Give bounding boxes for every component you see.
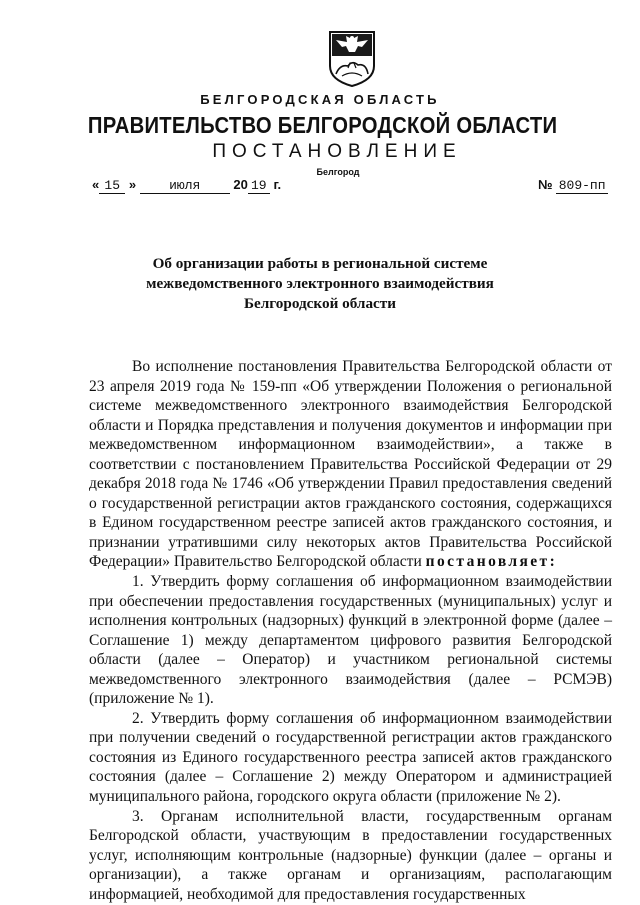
date-year-prefix: 20 — [233, 177, 248, 192]
title-line: Об организации работы в региональной системе — [152, 255, 488, 272]
date-day: 15 — [99, 178, 125, 194]
number-prefix: № — [538, 177, 553, 192]
government-name: ПРАВИТЕЛЬСТВО БЕЛГОРОДСКОЙ ОБЛАСТИ — [87, 112, 558, 138]
document-date — [92, 177, 281, 194]
number-value: 809-пп — [556, 178, 608, 194]
region-name: БЕЛГОРОДСКАЯ ОБЛАСТЬ — [200, 92, 440, 107]
document-type: ПОСТАНОВЛЕНИЕ — [212, 141, 462, 162]
document-body — [89, 357, 612, 904]
date-month: июля — [140, 178, 230, 194]
item-paragraph: 2. Утвердить форму соглашения об информационном взаимодействии при получении сведений о государственной регистрации актов гражданского состояния из Единого государственного реестра записей актов гражданского состояния (далее – Соглашение 2) между Оператором и администрацией муниципального района, городского округа области (приложение № 2). — [89, 709, 612, 806]
city-name: Белгород — [316, 167, 360, 177]
date-year-suffix: 19 — [248, 178, 270, 194]
title-line: межведомственного электронного взаимодействия — [146, 275, 494, 292]
preamble-paragraph — [89, 357, 612, 572]
document-number — [538, 177, 608, 194]
document-title — [100, 254, 540, 314]
item-paragraph: 1. Утвердить форму соглашения об информационном взаимодействии при обеспечении предоставления государственных (муниципальных) услуг и исполнения контрольных (надзорных) функций в электронной форме (далее – Соглашение 1) между департаментом цифрового развития Белгородской области (далее – Оператор) и участником региональной системы межведомственного электронного взаимодействия (далее – РСМЭВ) (приложение № 1). — [89, 573, 612, 708]
date-close-quote: » — [128, 177, 137, 192]
item-paragraph: 3. Органам исполнительной власти, государственным органам Белгородской области, участвующим в предоставлении государственных услуг, исполняющим контрольные (надзорные) функции (далее – органы и организации), а также органам и организациям, располагающим информацией, необходимой для предоставления государственных — [89, 807, 612, 903]
date-open-quote: « — [92, 177, 100, 192]
date-year-unit: г. — [273, 177, 282, 192]
coat-of-arms-emblem — [328, 30, 376, 88]
preamble-text: Во исполнение постановления Правительства Белгородской области от 23 апреля 2019 года № 159-пп «Об утверждении Положения о региональной системе межведомственного электронного взаимодействия Белгородской области и Порядка представления и получения документов и информации при межведомственном информационном взаимодействии», а также в соответствии с постановлением Правительства Российской Федерации от 29 декабря 2018 года № 1746 «Об утверждении Правил предоставления сведений о государственной регистрации актов гражданского состояния, содержащихся в Едином государственном реестре записей актов гражданского состояния, и признании утратившими силу некоторых актов Правительства Российской Федерации» Правительство Белгородской области — [89, 358, 612, 571]
decree-word: постановляет: — [425, 553, 558, 571]
title-line: Белгородской области — [243, 295, 396, 312]
